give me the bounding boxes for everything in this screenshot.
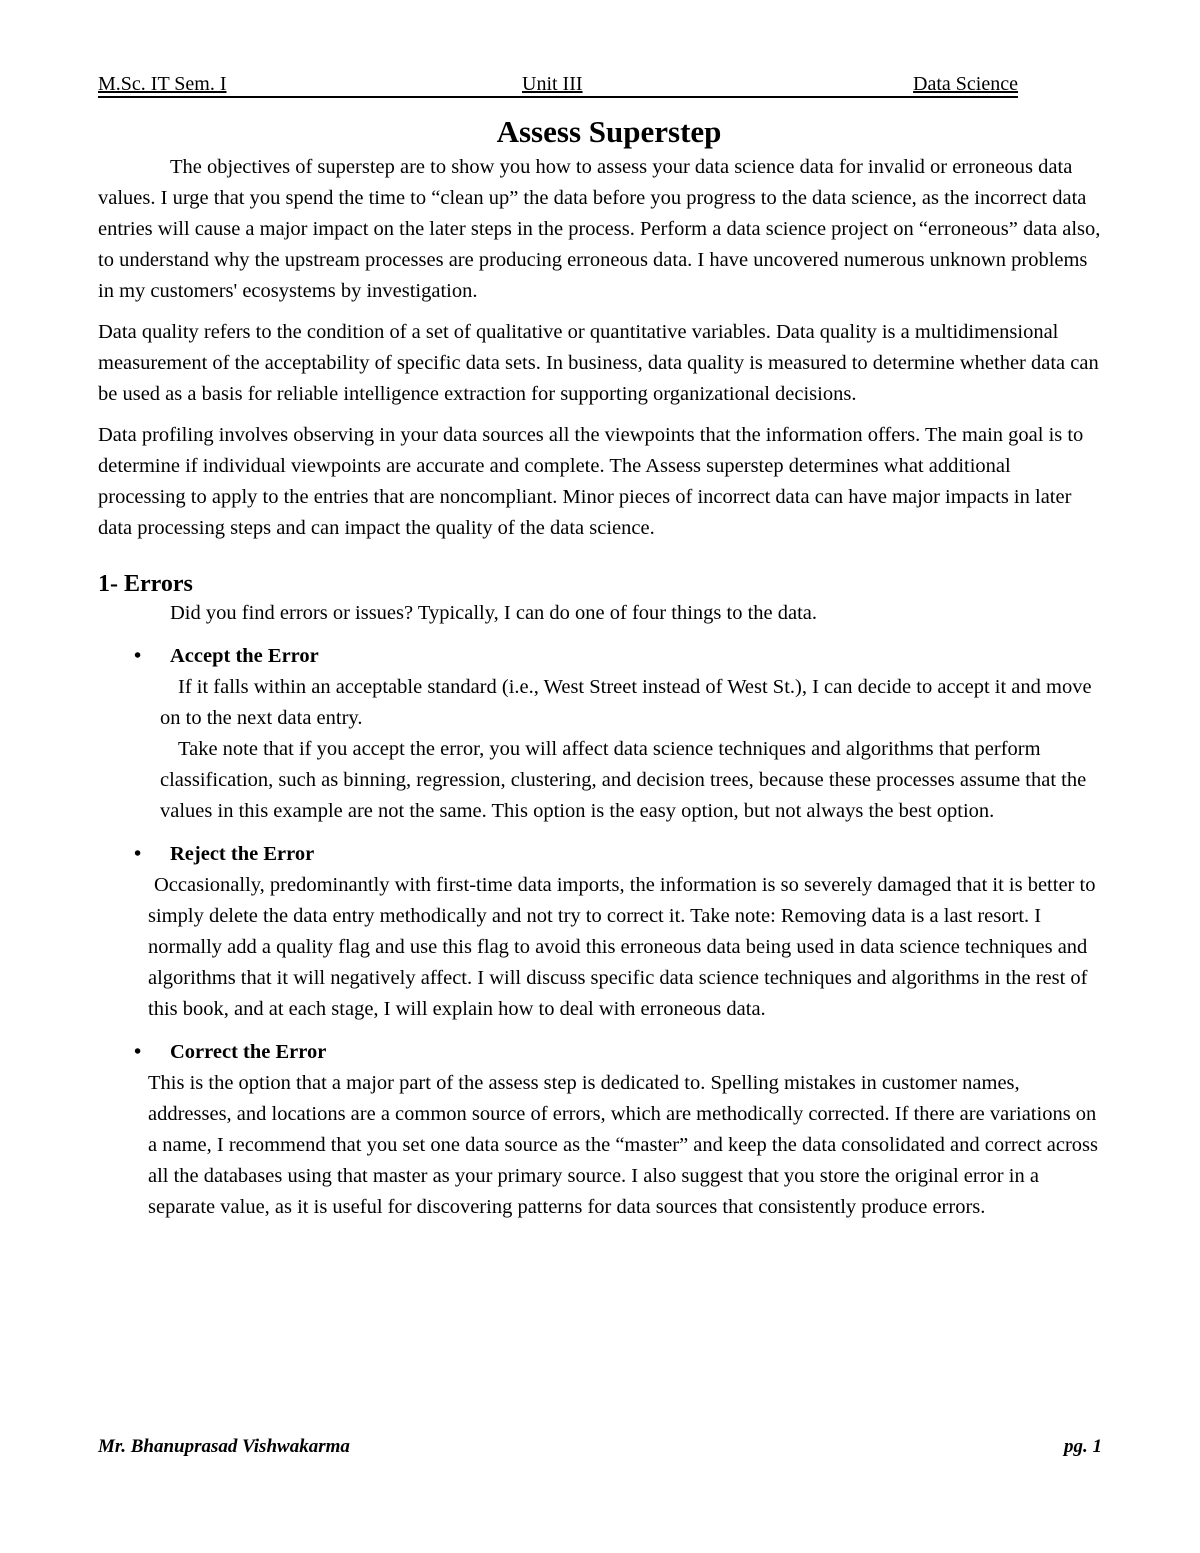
footer-page-number: pg. 1 xyxy=(1064,1436,1102,1457)
bullet-icon: • xyxy=(134,645,142,667)
intro-paragraph-data-profiling: Data profiling involves observing in your data sources all the viewpoints that the information offers. The main goal is to determine if individual viewpoints are accurate and complete. The Assess superstep determines what additional processing to apply to the entries that are noncompliant. Minor pieces of incorrect data can have major impacts in later data processing steps and can impact the quality of the data science. xyxy=(98,424,1084,539)
header-unit: Unit III xyxy=(522,73,583,95)
correct-error-paragraph: This is the option that a major part of the assess step is dedicated to. Spelling mistakes in customer names, addresses, and locations are a common source of errors, which are methodically corrected. If there are variations on a name, I recommend that you set one data source as the “master” and keep the data consolidated and correct across all the databases using that master as your primary source. I also suggest that you store the original error in a separate value, as it is useful for discovering patterns for data sources that consistently produce errors. xyxy=(148,1072,1098,1218)
reject-error-body xyxy=(98,870,1102,1025)
bullet-title-reject: Reject the Error xyxy=(170,843,315,865)
footer-author: Mr. Bhanuprasad Vishwakarma xyxy=(98,1436,350,1457)
bullet-reject-the-error xyxy=(98,839,1102,870)
accept-error-paragraph-1: If it falls within an acceptable standard (i.e., West Street instead of West St.), I can decide to accept it and move on to the next data entry. xyxy=(160,676,1092,729)
bullet-icon: • xyxy=(134,1041,142,1063)
bullet-title-correct: Correct the Error xyxy=(170,1041,327,1063)
bullet-title-accept: Accept the Error xyxy=(170,645,319,667)
page-header xyxy=(98,72,1018,98)
accept-error-paragraph-2: Take note that if you accept the error, you will affect data science techniques and algorithms that perform classification, such as binning, regression, clustering, and decision trees, because these processes assume that the values in this example are not the same. This option is the easy option, but not always the best option. xyxy=(160,738,1087,822)
reject-error-paragraph: Occasionally, predominantly with first-time data imports, the information is so severely damaged that it is better to simply delete the data entry methodically and not try to correct it. Take note: Removing data is a last resort. I normally add a quality flag and use this flag to avoid this erroneous data being used in data science techniques and algorithms that it will negatively affect. I will discuss specific data science techniques and algorithms in the rest of this book, and at each stage, I will explain how to deal with erroneous data. xyxy=(148,874,1096,1020)
page-footer xyxy=(98,1436,1102,1458)
document-body xyxy=(98,112,1102,1223)
correct-error-body xyxy=(98,1068,1102,1223)
bullet-accept-the-error xyxy=(98,641,1102,672)
page-title: Assess Superstep xyxy=(496,114,722,149)
intro-paragraph-data-quality: Data quality refers to the condition of a set of qualitative or quantitative variables. Data quality is a multidimensional measurement of the acceptability of specific data sets. In business, data quality is measured to determine whether data can be used as a basis for reliable intelligence extraction for supporting organizational decisions. xyxy=(98,321,1099,405)
errors-intro: Did you find errors or issues? Typically, I can do one of four things to the data. xyxy=(170,602,818,624)
bullet-correct-the-error xyxy=(98,1037,1102,1068)
header-course: M.Sc. IT Sem. I xyxy=(98,73,227,95)
header-subject: Data Science xyxy=(913,73,1018,95)
intro-paragraph-objectives: The objectives of superstep are to show you how to assess your data science data for invalid or erroneous data values. I urge that you spend the time to “clean up” the data before you progress to the data science, as the incorrect data entries will cause a major impact on the later steps in the process. Perform a data science project on “erroneous” data also, to understand why the upstream processes are producing erroneous data. I have uncovered numerous unknown problems in my customers' ecosystems by investigation. xyxy=(98,156,1101,302)
accept-error-body xyxy=(98,672,1102,827)
section-heading-errors: 1- Errors xyxy=(98,571,193,597)
bullet-icon: • xyxy=(134,843,142,865)
